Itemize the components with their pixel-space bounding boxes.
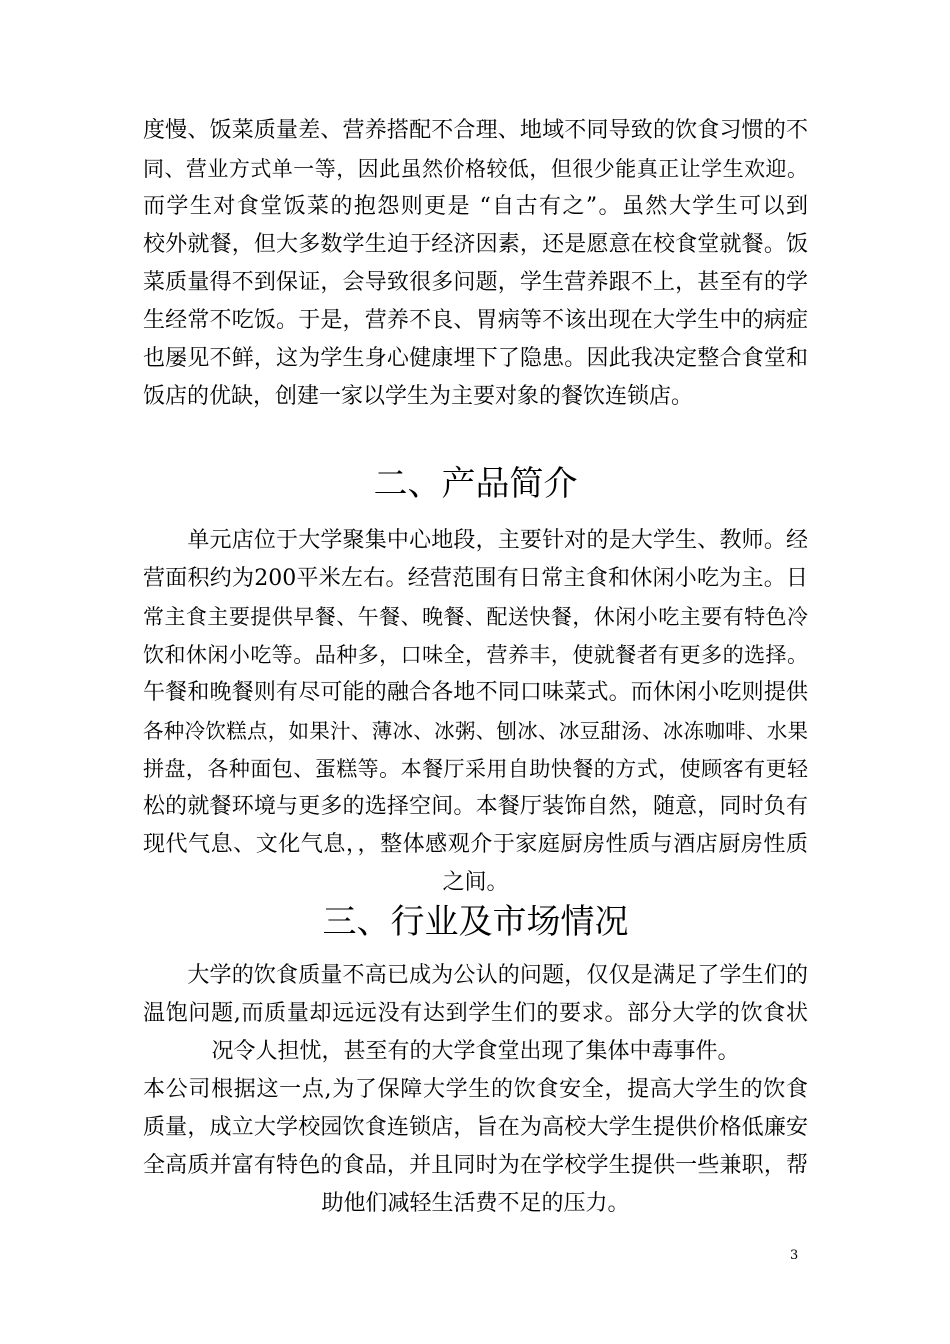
page-number: 3 xyxy=(790,1248,799,1263)
intro-paragraph xyxy=(143,112,808,416)
paragraph-line: 也屡见不鲜，这为学生身心健康埋下了隐患。因此我决定整合食堂和 xyxy=(143,346,808,371)
paragraph-line: 各种冷饮糕点，如果汁、薄冰、冰粥、刨冰、冰豆甜汤、冰冻咖啡、水果 xyxy=(143,719,808,743)
paragraph-line: 菜质量得不到保证，会导致很多问题，学生营养跟不上，甚至有的学 xyxy=(143,270,808,295)
paragraph-line: 况令人担忧，甚至有的大学食堂出现了集体中毒事件。 xyxy=(211,1039,740,1064)
section-heading-market: 三、行业及市场情况 xyxy=(322,902,629,942)
paragraph-line: 午餐和晚餐则有尽可能的融合各地不同口味菜式。而休闲小吃则提供 xyxy=(143,680,808,705)
product-paragraph xyxy=(143,522,808,902)
paragraph-line: 质量，成立大学校园饮食连锁店，旨在为高校大学生提供价格低廉安 xyxy=(143,1115,808,1140)
paragraph-line: 同、营业方式单一等，因此虽然价格较低，但很少能真正让学生欢迎。 xyxy=(143,157,808,181)
paragraph-line: 现代气息、文化气息，，整体感观介于家庭厨房性质与酒店厨房性质 xyxy=(143,832,808,857)
paragraph-line: 助他们减轻生活费不足的压力。 xyxy=(321,1191,630,1216)
paragraph-line: 全高质并富有特色的食品，并且同时为在学校学生提供一些兼职，帮 xyxy=(143,1153,808,1178)
paragraph-line: 生经常不吃饭。于是，营养不良、胃病等不该出现在大学生中的病症 xyxy=(143,308,808,333)
paragraph-line: 温饱问题,而质量却远远没有达到学生们的要求。部分大学的饮食状 xyxy=(143,1001,808,1026)
paragraph-line: 大学的饮食质量不高已成为公认的问题，仅仅是满足了学生们的 xyxy=(143,963,808,988)
paragraph-line: 本公司根据这一点,为了保障大学生的饮食安全，提高大学生的饮食 xyxy=(143,1077,808,1102)
paragraph-line: 单元店位于大学聚集中心地段，主要针对的是大学生、教师。经 xyxy=(143,528,808,553)
paragraph-line: 之间。 xyxy=(442,870,509,895)
market-paragraph xyxy=(143,957,808,1223)
paragraph-line: 饭店的优缺，创建一家以学生为主要对象的餐饮连锁店。 xyxy=(143,384,694,409)
paragraph-line: 度慢、饭菜质量差、营养搭配不合理、地域不同导致的饮食习惯的不 xyxy=(143,118,808,143)
paragraph-line: 松的就餐环境与更多的选择空间。本餐厅装饰自然，随意，同时负有 xyxy=(143,794,808,819)
paragraph-line: 营面积约为200平米左右。经营范围有日常主食和休闲小吃为主。日 xyxy=(143,566,808,591)
paragraph-line: 拼盘，各种面包、蛋糕等。本餐厅采用自助快餐的方式，使顾客有更轻 xyxy=(143,757,808,781)
paragraph-line: 常主食主要提供早餐、午餐、晚餐、配送快餐，休闲小吃主要有特色冷 xyxy=(143,605,808,629)
paragraph-line: 饮和休闲小吃等。品种多，口味全，营养丰，使就餐者有更多的选择。 xyxy=(143,643,808,667)
paragraph-line: 校外就餐，但大多数学生迫于经济因素，还是愿意在校食堂就餐。饭 xyxy=(143,232,808,257)
paragraph-line: 而学生对食堂饭菜的抱怨则更是 “自古有之”。虽然大学生可以到 xyxy=(143,194,808,219)
section-heading-product: 二、产品简介 xyxy=(373,464,578,504)
